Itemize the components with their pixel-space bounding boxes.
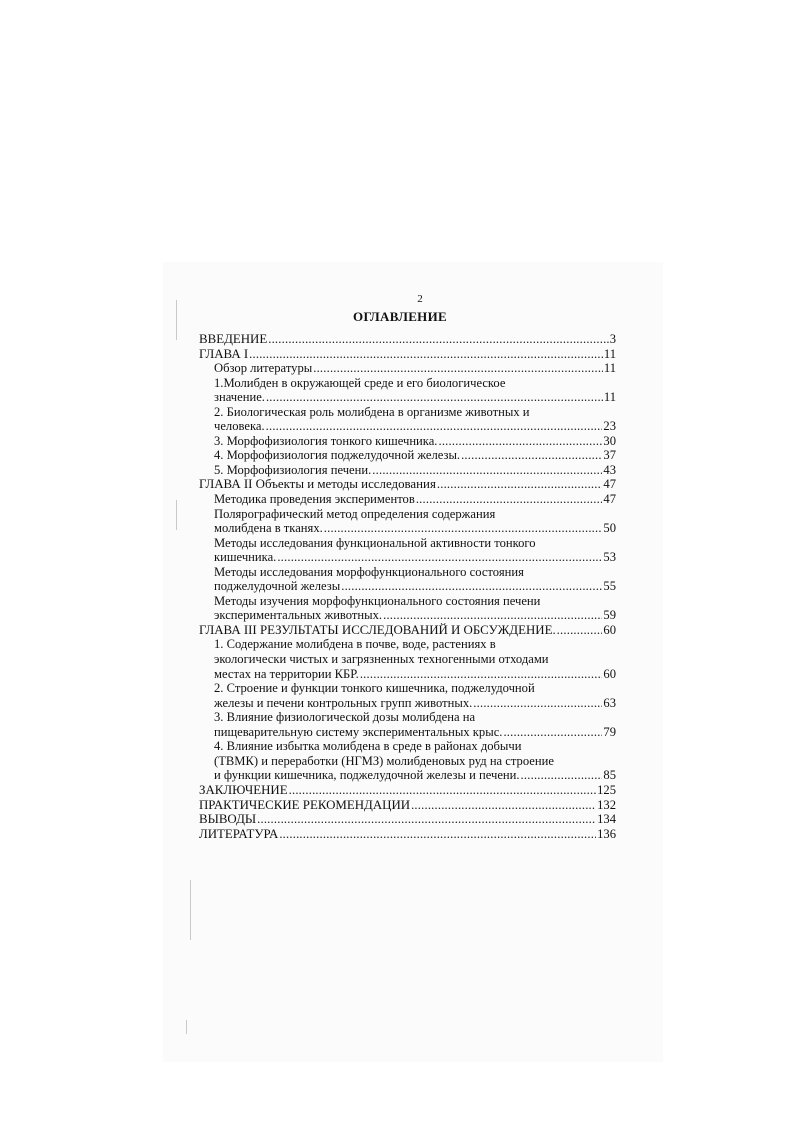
toc-page-number: 43 [603,462,616,477]
toc-entry-title: Методы исследования функциональной активности тонкого [214,535,536,550]
toc-entry [199,550,616,565]
dot-leader [324,521,603,536]
toc-entry [199,463,616,478]
toc-entry [199,361,616,376]
toc-entry-title: кишечника. [214,550,277,565]
scan-edge-left [176,300,177,340]
toc-entry-title: 5. Морфофизиология печени. [214,462,372,477]
toc-entry-continued [199,710,616,725]
toc-entry-continued [199,536,616,551]
toc-entry-title: 1.Молибден в окружающей среде и его биологическое [214,375,506,390]
toc-page-number: 125 [597,782,616,797]
toc-entry-title: Обзор литературы [214,361,313,376]
dot-leader [473,696,602,711]
toc-entry-title: (ТВМК) и переработки (НГМЗ) молибденовых руд на строение [214,753,554,768]
dot-leader [289,783,596,798]
toc-entry-title: Методы исследования морфофункционального состояния [214,564,524,579]
table-of-contents [199,332,616,841]
scan-edge-left [190,880,191,940]
dot-leader [416,492,603,507]
toc-page-number: 134 [597,812,616,827]
toc-entry-continued [199,754,616,769]
toc-entry-title: и функции кишечника, поджелудочной железы и печени. [214,768,520,783]
dot-leader [313,361,603,376]
toc-entry-continued [199,507,616,522]
toc-entry-continued [199,652,616,667]
dot-leader [360,667,603,682]
toc-entry [199,390,616,405]
toc-page-number: 55 [603,579,616,594]
toc-page-number: 23 [603,419,616,434]
dot-leader [268,332,608,347]
toc-entry-title: поджелудочной железы [214,579,341,594]
toc-entry [199,434,616,449]
dot-leader [279,827,596,842]
toc-entry-title: Методика проведения экспериментов [214,492,415,507]
dot-leader [266,419,603,434]
dot-leader [503,725,602,740]
dot-leader [383,608,602,623]
toc-entry [199,492,616,507]
toc-entry-title: 2. Биологическая роль молибдена в организме животных и [214,404,530,419]
toc-entry-title: ПРАКТИЧЕСКИЕ РЕКОМЕНДАЦИИ [199,797,411,812]
toc-page-number: 47 [603,477,616,492]
toc-page-number: 63 [603,695,616,710]
toc-entry-title: 4. Морфофизиология поджелудочной железы. [214,448,461,463]
toc-page-number: 59 [603,608,616,623]
toc-entry-title: 1. Содержание молибдена в почве, воде, растениях в [214,637,496,652]
dot-leader [341,579,602,594]
toc-entry [199,521,616,536]
toc-entry-continued [199,594,616,609]
toc-page-number: 37 [603,448,616,463]
page-title: ОГЛАВЛЕНИЕ [353,309,447,324]
dot-leader [266,390,603,405]
toc-entry [199,798,616,813]
toc-entry-continued [199,681,616,696]
toc-entry [199,827,616,842]
toc-entry-title: человека. [214,419,265,434]
toc-entry-continued [199,565,616,580]
toc-entry-title: ГЛАВА II Объекты и методы исследования [199,477,436,492]
toc-entry [199,725,616,740]
toc-entry-title: Методы изучения морфофункционального состояния печени [214,593,541,608]
toc-entry [199,477,616,492]
toc-entry [199,347,616,362]
toc-entry-continued [199,739,616,754]
toc-entry-title: ВЫВОДЫ [199,812,257,827]
toc-entry [199,783,616,798]
toc-entry-title: железы и печени контрольных групп животных. [214,695,473,710]
dot-leader [521,768,603,783]
toc-page-number: 60 [603,622,616,637]
dot-leader [249,347,603,362]
toc-page-number: 60 [603,666,616,681]
toc-entry [199,667,616,682]
toc-entry [199,448,616,463]
toc-entry-title: ГЛАВА I [199,346,249,361]
toc-entry-title: 3. Морфофизиология тонкого кишечника. [214,433,438,448]
toc-entry [199,623,616,638]
toc-page-number: 79 [603,724,616,739]
toc-entry-title: молибдена в тканях. [214,521,323,536]
toc-page-number: 3 [609,332,616,346]
toc-entry-title: 4. Влияние избытка молибдена в среде в районах добычи [214,739,522,754]
toc-page-number: 11 [603,361,616,376]
page-number: 2 [417,293,423,305]
toc-entry-title: 2. Строение и функции тонкого кишечника, поджелудочной [214,681,535,696]
toc-entry-continued [199,376,616,391]
toc-entry-title: ЗАКЛЮЧЕНИЕ [199,782,288,797]
toc-entry-title: ВВЕДЕНИЕ [199,332,268,346]
toc-entry-title: местах на территории КБР. [214,666,359,681]
toc-page-number: 11 [603,346,616,361]
toc-entry-title: пищеварительную систему экспериментальных крыс. [214,724,503,739]
toc-entry-continued [199,637,616,652]
toc-entry [199,579,616,594]
toc-entry [199,812,616,827]
toc-entry-title: Полярографический метод определения содержания [214,506,496,521]
toc-page-number: 132 [597,797,616,812]
toc-entry-title: значение. [214,390,265,405]
toc-entry-title: экспериментальных животных. [214,608,383,623]
toc-entry-continued [199,405,616,420]
toc-page-number: 50 [603,521,616,536]
toc-entry [199,696,616,711]
dot-leader [372,463,602,478]
toc-page-number: 136 [597,826,616,841]
toc-entry-title: ЛИТЕРАТУРА [199,826,279,841]
dot-leader [277,550,602,565]
toc-entry [199,332,616,347]
toc-page-number: 85 [603,768,616,783]
dot-leader [411,798,596,813]
dot-leader [438,434,602,449]
toc-page-number: 47 [603,492,616,507]
dot-leader [437,477,603,492]
toc-entry-title: 3. Влияние физиологической дозы молибдена на [214,710,476,725]
dot-leader [257,812,596,827]
toc-entry [199,419,616,434]
toc-entry-title: экологически чистых и загрязненных техногенными отходами [214,652,549,667]
dot-leader [557,623,603,638]
scan-edge-left [186,1020,187,1034]
dot-leader [461,448,602,463]
toc-page-number: 53 [603,550,616,565]
toc-entry-title: ГЛАВА III РЕЗУЛЬТАТЫ ИССЛЕДОВАНИЙ И ОБСУЖДЕНИЕ. [199,622,556,637]
toc-entry [199,768,616,783]
toc-entry [199,608,616,623]
toc-page-number: 11 [603,390,616,405]
toc-page-number: 30 [603,433,616,448]
scan-edge-left [176,500,177,530]
